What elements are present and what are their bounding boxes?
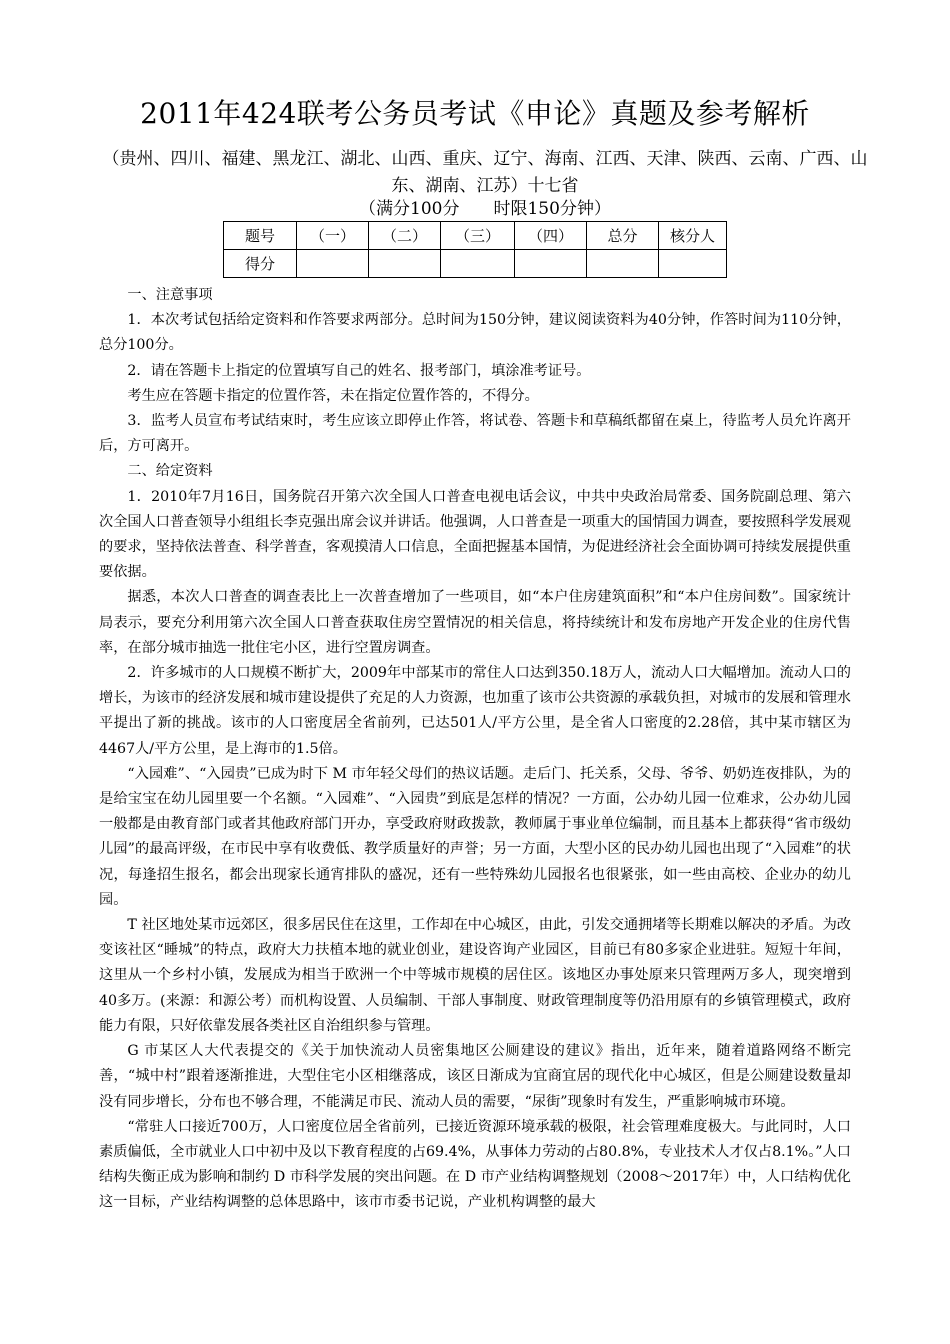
paragraph: G 市某区人大代表提交的《关于加快流动人员密集地区公厕建设的建议》指出，近年来，随着道路网络不断完善，“城中村”跟着逐渐推进，大型住宅小区相继落成，该区日渐成为宜商宜居的现代化中心城区，但是公厕建设数量却没有同步增长，分布也不够合理，不能满足市民、流动人员的需要，“尿街”现象时有发生，严重影响城市环境。 [99,1043,851,1110]
table-cell: （一） [297,222,369,250]
score-cell-checker [659,250,727,278]
paragraph: 据悉，本次人口普查的调查表比上一次普查增加了一些项目，如“本户住房建筑面积”和“本户住房间数”。国家统计局表示，要充分利用第六次全国人口普查获取住房空置情况的相关信息，将持续统计和发布房地产开发企业的住房代售率，在部分城市抽选一批住宅小区，进行空置房调查。 [99,589,851,656]
table-cell: 总分 [587,222,659,250]
score-time-line: （满分100分 时限150分钟） [359,199,611,219]
paragraph: “常驻人口接近700万，人口密度位居全省前列，已接近资源环境承载的极限，社会管理难度极大。与此同时，人口素质偏低，全市就业人口中初中及以下教育程度的占69.4%，从事体力劳动的占80.8%，专业技术人才仅占8.1%。”人口结构失衡正成为影响和制约 D 市科学发展的突出问题。在 D 市产业结构调整规划（2008～2017年）中，人口结构优化这一目标，产业结构调整的总体思路中，该市市委书记说，产业机构调整的最大 [99,1118,851,1211]
table-cell: （四） [515,222,587,250]
table-cell: （二） [369,222,441,250]
provinces-line: （贵州、四川、福建、黑龙江、湖北、山西、重庆、辽宁、海南、江西、天津、陕西、云南、广西、山东、湖南、江苏）十七省 [102,149,868,196]
table-cell: 得分 [224,250,297,278]
score-table [223,221,727,278]
paragraph: 1．本次考试包括给定资料和作答要求两部分。总时间为150分钟，建议阅读资料为40分钟，作答时间为110分钟，总分100分。 [99,312,851,354]
document-title: 2011年424联考公务员考试《申论》真题及参考解析 [140,97,810,130]
notes-heading: 一、注意事项 [127,287,213,303]
materials-heading: 二、给定资料 [127,463,213,480]
score-cell-4 [515,250,587,278]
table-cell: 核分人 [659,222,727,250]
document-body [99,283,851,1216]
paragraph: 2．请在答题卡上指定的位置填写自己的姓名、报考部门，填涂准考证号。 [127,362,591,379]
paragraph: 2．许多城市的人口规模不断扩大，2009年中部某市的常住人口达到350.18万人，流动人口大幅增加。流动人口的增长，为该市的经济发展和城市建设提供了充足的人力资源，也加重了该市公共资源的承载负担，对城市的发展和管理水平提出了新的挑战。该市的人口密度居全省前列，已达501人/平方公里，是全省人口密度的2.28倍，其中某市辖区为4467人/平方公里，是上海市的1.5倍。 [99,665,851,757]
paragraph: 3．监考人员宣布考试结束时，考生应该立即停止作答，将试卷、答题卡和草稿纸都留在桌上，待监考人员允许离开后，方可离开。 [99,413,851,455]
score-cell-1 [297,250,369,278]
score-cell-total [587,250,659,278]
score-table-header-row [224,222,727,250]
table-cell: （三） [441,222,515,250]
score-cell-3 [441,250,515,278]
score-cell-2 [369,250,441,278]
score-table-score-row [224,250,727,278]
paragraph: 1．2010年7月16日，国务院召开第六次全国人口普查电视电话会议，中共中央政治局常委、国务院副总理、第六次全国人口普查领导小组组长李克强出席会议并讲话。他强调，人口普查是一项重大的国情国力调查，要按照科学发展观的要求，坚持依法普查、科学普查，客观摸清人口信息，全面把握基本国情，为促进经济社会全面协调可持续发展提供重要依据。 [99,488,851,581]
table-cell: 题号 [224,222,297,250]
paragraph: “入园难”、“入园贵”已成为时下 M 市年轻父母们的热议话题。走后门、托关系，父母、爷爷、奶奶连夜排队，为的是给宝宝在幼儿园里要一个名额。“入园难”、“入园贵”到底是怎样的情况？一方面，公办幼儿园一位难求，公办幼儿园一般都是由教育部门或者其他政府部门开办，享受政府财政拨款，教师属于事业单位编制，而且基本上都获得“省市级幼儿园”的最高评级，在市民中享有收费低、教学质量好的声誉；另一方面，大型小区的民办幼儿园也出现了“入园难”的状况，每逢招生报名，都会出现家长通宵排队的盛况，还有一些特殊幼儿园报名也很紧张，如一些由高校、企业办的幼儿园。 [99,765,851,908]
paragraph: 考生应在答题卡指定的位置作答，未在指定位置作答的，不得分。 [127,387,539,404]
paragraph: T 社区地处某市远郊区，很多居民住在这里，工作却在中心城区，由此，引发交通拥堵等长期难以解决的矛盾。为改变该社区“睡城”的特点，政府大力扶植本地的就业创业，建设咨询产业园区，目前已有80多家企业进驻。短短十年间，这里从一个乡村小镇，发展成为相当于欧洲一个中等城市规模的居住区。该地区办事处原来只管理两万多人，现突增到40多万。(来源：和源公考）而机构设置、人员编制、干部人事制度、财政管理制度等仍沿用原有的乡镇管理模式，政府能力有限，只好依靠发展各类社区自治组织参与管理。 [99,917,851,1034]
